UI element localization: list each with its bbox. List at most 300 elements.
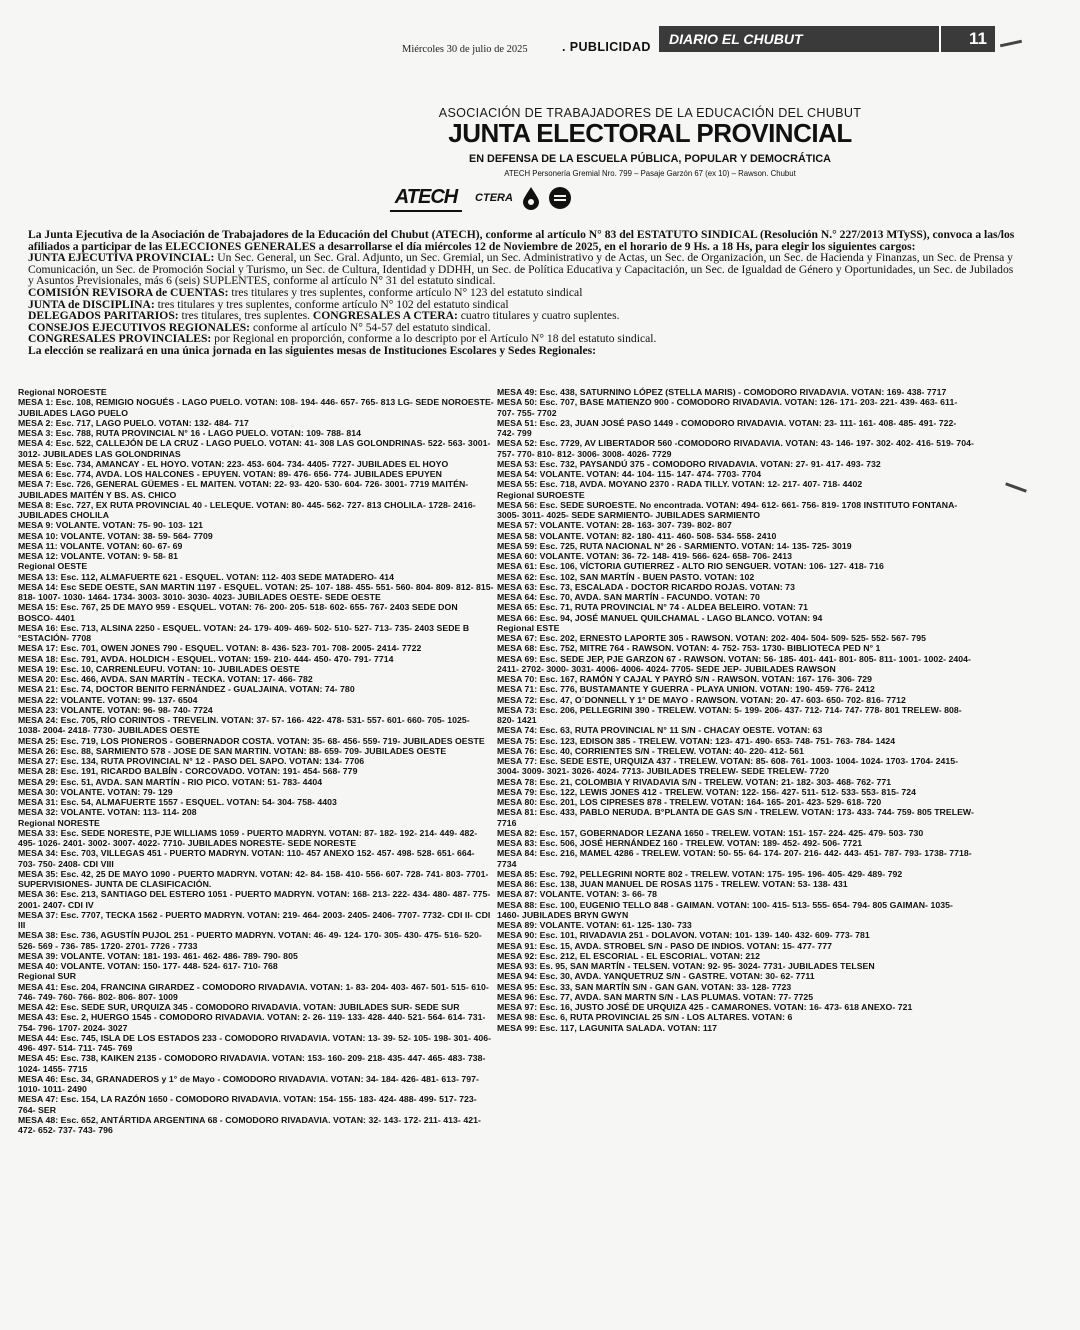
mesa-label: MESA 82: <box>497 827 538 838</box>
mesa-entry <box>18 1115 494 1136</box>
mesa-detail: Esc. 33, SAN MARTÍN S/N - GAN GAN. VOTAN: 33- 128- 7723 <box>537 981 792 992</box>
mesa-label: MESA 74: <box>497 725 538 736</box>
mesa-label: MESA 71: <box>497 684 538 695</box>
mesa-entry <box>497 469 975 479</box>
mesa-detail: Esc. 138, JUAN MANUEL DE ROSAS 1175 - TRELEW. VOTAN: 53- 138- 431 <box>537 879 848 889</box>
region-heading: Regional OESTE <box>18 561 88 572</box>
drop-logo-icon <box>520 186 542 210</box>
mesa-label: MESA 59: <box>497 540 538 551</box>
mesa-label: MESA 83: <box>497 838 538 848</box>
mesa-entry <box>497 941 975 951</box>
mesa-detail: Esc. 117, LAGUNITA SALADA. VOTAN: 117 <box>537 1022 718 1033</box>
mesa-entry <box>497 561 975 571</box>
mesa-detail: Esc. 718, AVDA. MOYANO 2370 - RADA TILLY. VOTAN: 12- 217- 407- 718- 4402 <box>537 479 863 490</box>
mesa-detail: Esc. 438, SATURNINO LÓPEZ (STELLA MARIS) - COMODORO RIVADAVIA. VOTAN: 169- 438- 7717 <box>537 387 947 397</box>
mesa-entry <box>18 848 494 869</box>
mesa-entry <box>497 828 975 838</box>
mesa-entry <box>497 520 975 530</box>
logo-row <box>390 186 910 214</box>
mesa-entry <box>18 961 494 971</box>
mesa-label: MESA 62: <box>497 571 538 582</box>
mesa-label: MESA 12: <box>18 551 59 561</box>
mesa-entry <box>497 848 975 869</box>
mesa-label: MESA 75: <box>497 735 538 746</box>
mesa-label: MESA 63: <box>497 581 538 592</box>
mesa-label: MESA 37: <box>18 909 59 920</box>
mesa-entry <box>18 766 494 776</box>
mesa-entry <box>497 500 975 521</box>
mesa-detail: VOLANTE. VOTAN: 113- 114- 208 <box>58 807 197 818</box>
mesa-label: MESA 66: <box>497 612 538 623</box>
mesa-label: MESA 24: <box>18 715 59 725</box>
mesa-detail: Esc. 71, RUTA PROVINCIAL N° 74 - ALDEA BELEIRO. VOTAN: 71 <box>537 602 809 613</box>
mesa-label: MESA 33: <box>18 827 59 838</box>
mesa-entry <box>18 1033 494 1054</box>
mesa-label: MESA 6: <box>18 469 54 479</box>
mesa-label: MESA 52: <box>497 438 538 449</box>
cp-text: por Regional en proporción, conforme a lo descripto por el Artículo N° 18 del estatuto sindical. <box>211 332 657 346</box>
mesa-entry <box>497 992 975 1002</box>
mesa-detail: Esc. 34, GRANADEROS y 1° de Mayo - COMODORO RIVADAVIA. VOTAN: 34- 184- 426- 481- 613- 797- 1010- 1011- 2490 <box>18 1073 479 1094</box>
mesa-entry <box>18 1053 494 1074</box>
mesa-detail: Esc. 732, PAYSANDÚ 375 - COMODORO RIVADAVIA. VOTAN: 27- 91- 417- 493- 732 <box>537 458 881 469</box>
mesas-left-column <box>18 387 494 1135</box>
mesa-detail: Esc. 2, HUERGO 1545 - COMODORO RIVADAVIA. VOTAN: 2- 26- 119- 133- 428- 440- 521- 564- 614- 731- 754- 796- 1707- 2024- 3027 <box>18 1012 486 1033</box>
mesa-label: MESA 44: <box>18 1032 59 1043</box>
mesa-entry <box>18 469 494 479</box>
mesa-detail: Esc. 776, BUSTAMANTE Y GUERRA - PLAYA UNION. VOTAN: 190- 459- 776- 2412 <box>537 684 875 695</box>
mesa-detail: VOLANTE. VOTAN: 3- 66- 78 <box>537 889 658 900</box>
je-label: JUNTA EJECUTIVA PROVINCIAL: <box>28 251 215 265</box>
mesa-detail: Esc. 94, JOSÉ MANUEL QUILCHAMAL - LAGO BLANCO. VOTAN: 94 <box>537 612 823 623</box>
mesa-label: MESA 81: <box>497 807 538 818</box>
mesa-label: MESA 26: <box>18 745 59 756</box>
mesa-entry <box>18 674 494 684</box>
mesa-detail: Esc. 73, ESCALADA - DOCTOR RICARDO ROJAS. VOTAN: 73 <box>537 581 795 592</box>
dp-label: DELEGADOS PARITARIOS: <box>28 309 179 323</box>
mesa-entry <box>18 684 494 694</box>
mesa-entry <box>18 520 494 530</box>
mesa-label: MESA 89: <box>497 920 538 930</box>
mesa-label: MESA 45: <box>18 1053 59 1064</box>
mesa-label: MESA 58: <box>497 530 538 541</box>
mesa-detail: Esc. 212, EL ESCORIAL - EL ESCORIAL. VOTAN: 212 <box>537 950 761 961</box>
mesa-entry <box>497 654 975 675</box>
mesa-detail: Esc. 54, ALMAFUERTE 1557 - ESQUEL. VOTAN: 54- 304- 758- 4403 <box>58 797 337 807</box>
mesa-detail: Esc. 727, EX RUTA PROVINCIAL 40 - LELEQUE. VOTAN: 80- 445- 562- 727- 813 CHOLILA- 1728- 2416- JUBILADES CHOLILA <box>18 499 476 520</box>
mesa-detail: VOLANTE. VOTAN: 9- 58- 81 <box>58 551 179 561</box>
mesa-label: MESA 5: <box>18 458 54 469</box>
mesa-detail: Esc. 752, MITRE 764 - RAWSON. VOTAN: 4- 752- 753- 1730- BIBLIOTECA PED N° 1 <box>537 643 881 654</box>
mesa-label: MESA 38: <box>18 930 59 941</box>
mesa-detail: Esc. 725, RUTA NACIONAL N° 26 - SARMIENTO. VOTAN: 14- 135- 725- 3019 <box>537 540 852 551</box>
mesa-detail: Esc. 204, FRANCINA GIRARDEZ - COMODORO RIVADAVIA. VOTAN: 1- 83- 204- 403- 467- 501- 515- 610- 746- 749- 760- 766- 802- 806- 807- 1009 <box>18 981 489 1002</box>
mesa-entry <box>497 725 975 735</box>
mesa-entry <box>18 541 494 551</box>
mesa-detail: Esc. 701, OWEN JONES 790 - ESQUEL. VOTAN: 8- 436- 523- 701- 708- 2005- 2414- 7722 <box>58 643 422 654</box>
mesa-label: MESA 77: <box>497 756 538 766</box>
mesa-label: MESA 69: <box>497 653 538 664</box>
mesa-entry <box>497 746 975 756</box>
mesa-detail: Esc. 157, GOBERNADOR LEZANA 1650 - TRELEW. VOTAN: 151- 157- 224- 425- 479- 503- 730 <box>537 827 924 838</box>
mesa-label: MESA 96: <box>497 991 538 1002</box>
mesa-label: MESA 31: <box>18 797 59 807</box>
mesa-detail: Esc. 101, RIVADAVIA 251 - DOLAVON. VOTAN: 101- 139- 140- 432- 609- 773- 781 <box>537 930 870 941</box>
mesa-label: MESA 4: <box>18 438 54 449</box>
mesa-detail: VOLANTE. VOTAN: 82- 180- 411- 460- 508- 534- 558- 2410 <box>537 530 777 541</box>
cer-label: CONSEJOS EJECUTIVOS REGIONALES: <box>28 320 251 334</box>
mesa-entry <box>497 633 975 643</box>
mesa-label: MESA 86: <box>497 879 538 889</box>
mesa-detail: Esc. 791, AVDA. HOLDICH - ESQUEL. VOTAN: 159- 210- 444- 450- 470- 791- 7714 <box>58 653 394 664</box>
mesa-detail: Esc. 100, EUGENIO TELLO 848 - GAIMAN. VOTAN: 100- 415- 513- 555- 654- 794- 805 GAIMAN- 1035- 1460- JUBILADES BRYN GWYN <box>497 899 954 920</box>
mesa-label: MESA 54: <box>497 469 538 479</box>
mesa-entry <box>497 674 975 684</box>
mesa-detail: Esc. 705, RÍO CORINTOS - TREVELIN. VOTAN: 37- 57- 166- 422- 478- 531- 557- 601- 660- 705- 1025- 1038- 2004- 2418- 7730- JUBILADES OESTE <box>18 715 470 736</box>
mesa-entry <box>18 643 494 653</box>
cc-label: CONGRESALES A CTERA: <box>312 309 458 323</box>
mesa-label: MESA 41: <box>18 981 59 992</box>
mesa-label: MESA 17: <box>18 643 59 654</box>
mesa-detail: VOLANTE. VOTAN: 79- 129 <box>58 786 173 797</box>
mesa-detail: Esc. 736, AGUSTÍN PUJOL 251 - PUERTO MADRYN. VOTAN: 46- 49- 124- 170- 305- 430- 475- 516- 520- 526- 569 - 736- 785- 1720- 2701- 7726 - 7733 <box>18 930 482 951</box>
cc-text: cuatro titulares y cuatro suplentes. <box>457 309 620 323</box>
mesa-detail: Esc. 112, ALMAFUERTE 621 - ESQUEL. VOTAN: 112- 403 SEDE MATADERO- 414 <box>58 571 394 582</box>
mesa-detail: Esc. 40, CORRIENTES S/N - TRELEW. VOTAN: 40- 220- 412- 561 <box>537 745 805 756</box>
dp-text: tres titulares, tres suplentes. <box>178 309 313 323</box>
mesa-detail: Esc. 74, DOCTOR BENITO FERNÁNDEZ - GUALJAINA. VOTAN: 74- 780 <box>58 684 355 695</box>
mesa-entry <box>18 459 494 469</box>
mesa-label: MESA 34: <box>18 848 59 859</box>
mesa-entry <box>497 838 975 848</box>
mesa-detail: Esc. 767, 25 DE MAYO 959 - ESQUEL. VOTAN: 76- 200- 205- 518- 602- 655- 767- 2403 SEDE DON BOSCO- 4401 <box>18 602 458 623</box>
mesa-label: MESA 87: <box>497 889 538 900</box>
mesa-label: MESA 73: <box>497 704 538 715</box>
crc-text: tres titulares y tres suplentes, conforme artículo N° 123 del estatuto sindical <box>228 285 583 299</box>
mesa-entry <box>18 654 494 664</box>
mesa-entry <box>497 971 975 981</box>
sindicato-logo-icon <box>548 186 572 210</box>
mesa-label: MESA 48: <box>18 1114 59 1125</box>
mesa-entry <box>497 787 975 797</box>
mesa-detail: Esc. 433, PABLO NERUDA. B°PLANTA DE GAS S/N - TRELEW. VOTAN: 173- 433- 744- 759- 805 TRELEW- 7716 <box>497 807 974 828</box>
mesa-label: MESA 32: <box>18 807 59 818</box>
mesa-entry <box>497 582 975 592</box>
mesa-detail: Esc. 703, VILLEGAS 451 - PUERTO MADRYN. VOTAN: 110- 457 ANEXO 152- 457- 498- 528- 651- 664- 703- 750- 2408- CDI VIII <box>18 848 475 869</box>
mesa-label: MESA 84: <box>497 848 538 859</box>
mesa-entry <box>18 828 494 849</box>
mesa-entry <box>18 623 494 644</box>
mesa-detail: Esc. 122, LEWIS JONES 412 - TRELEW. VOTAN: 122- 156- 427- 511- 512- 533- 553- 815- 724 <box>537 786 917 797</box>
mesa-detail: Esc. 154, LA RAZÓN 1650 - COMODORO RIVADAVIA. VOTAN: 154- 155- 183- 424- 488- 499- 517- 723- 764- SER <box>18 1094 477 1115</box>
mesa-entry <box>18 787 494 797</box>
mesa-label: MESA 2: <box>18 417 54 428</box>
mesa-entry <box>497 1002 975 1012</box>
mesa-label: MESA 40: <box>18 961 59 971</box>
mesa-detail: Esc. 134, RUTA PROVINCIAL N° 12 - PASO DEL SAPO. VOTAN: 134- 7706 <box>58 756 365 766</box>
atech-logo: ATECH <box>390 186 462 212</box>
mesa-entry <box>18 1012 494 1033</box>
mesa-detail: Esc. 466, AVDA. SAN MARTÍN - TECKA. VOTAN: 17- 466- 782 <box>58 674 313 684</box>
mesa-entry <box>18 982 494 1003</box>
mesa-detail: Esc. 51, AVDA. SAN MARTÍN - RIO PICO. VOTAN: 51- 783- 4404 <box>58 776 323 787</box>
convocation-text <box>28 229 1018 357</box>
mesa-entry <box>497 551 975 561</box>
mesa-entry <box>18 572 494 582</box>
mesa-detail: Esc. 745, ISLA DE LOS ESTADOS 233 - COMODORO RIVADAVIA. VOTAN: 13- 39- 52- 105- 198- 301- 406- 496- 497- 514- 711- 745- 769 <box>18 1032 492 1053</box>
mesa-entry <box>18 602 494 623</box>
mesa-detail: Esc. 738, KAIKEN 2135 - COMODORO RIVADAVIA. VOTAN: 153- 160- 209- 218- 435- 447- 465- 483- 738- 1024- 1455- 7715 <box>18 1053 486 1074</box>
mesa-entry <box>497 869 975 879</box>
jornada-line <box>28 345 1018 357</box>
mesa-detail: VOLANTE. VOTAN: 60- 67- 69 <box>57 540 183 551</box>
mesa-detail: VOLANTE. VOTAN: 36- 72- 148- 419- 566- 624- 658- 706- 2413 <box>537 551 792 561</box>
mesa-detail: Esc. 10, CARRENLEUFU. VOTAN: 10- JUBILADES OESTE <box>58 663 300 674</box>
region-heading: Regional NORESTE <box>18 817 100 828</box>
mesa-label: MESA 64: <box>497 592 538 602</box>
mesa-entry <box>18 418 494 428</box>
mesa-label: MESA 50: <box>497 397 538 408</box>
mesa-entry <box>497 982 975 992</box>
mesa-label: MESA 29: <box>18 776 59 787</box>
mesa-detail: Esc SEDE OESTE, SAN MARTIN 1197 - ESQUEL. VOTAN: 25- 107- 188- 455- 551- 560- 804- 809- 812- 815- 818- 1007- 1030- 1464- 1734- 3003- 3010- 3030- 4023- JUBILADES OESTE- SEDE OESTE <box>18 581 494 602</box>
mesa-entry <box>497 961 975 971</box>
mesa-entry <box>497 438 975 459</box>
mesa-entry <box>497 479 975 489</box>
mesa-detail: Esc. 191, RICARDO BALBÍN - CORCOVADO. VOTAN: 191- 454- 568- 779 <box>58 766 358 777</box>
mesa-label: MESA 47: <box>18 1094 59 1105</box>
page-number: 11 <box>939 26 995 52</box>
mesa-label: MESA 3: <box>18 428 54 438</box>
mesa-label: MESA 25: <box>18 735 59 746</box>
region-heading: Regional SUROESTE <box>497 489 585 500</box>
mesa-label: MESA 98: <box>497 1012 538 1023</box>
convocation-lead: La Junta Ejecutiva de la Asociación de Trabajadores de la Educación del Chubut (ATECH), conforme al artículo N° 83 del ESTATUTO SINDICAL (Resolución N.° 227/2013 MTySS), convoca a las/los afiliados a participar de las ELECCIONES GENERALES a desarrollarse el día miércoles 12 de Noviembre de 2025, en el horario de 9 Hs. a 18 Hs, para elegir los siguientes cargos: <box>28 228 1015 253</box>
mesa-label: MESA 9: <box>18 520 54 531</box>
mesa-label: MESA 91: <box>497 940 538 951</box>
mesa-detail: Esc. 106, VÍCTORIA GUTIERREZ - ALTO RIO SENGUER. VOTAN: 106- 127- 418- 716 <box>537 561 884 572</box>
mesa-label: MESA 16: <box>18 622 59 633</box>
mesa-label: MESA 95: <box>497 981 538 992</box>
mesa-detail: Esc. 88, SARMIENTO 578 - JOSE DE SAN MARTIN. VOTAN: 88- 659- 709- JUBILADES OESTE <box>58 745 447 756</box>
mesa-label: MESA 49: <box>497 387 538 397</box>
mesa-entry <box>18 1002 494 1012</box>
mesa-entry <box>497 684 975 694</box>
mesa-detail: Esc. 713, ALSINA 2250 - ESQUEL. VOTAN: 24- 179- 409- 469- 502- 510- 527- 713- 735- 2403 SEDE B °ESTACIÓN- 7708 <box>18 622 470 643</box>
mesa-detail: Esc. 213, SANTIAGO DEL ESTERO 1051 - PUERTO MADRYN. VOTAN: 168- 213- 222- 434- 480- 487- 775- 2001- 2407- CDI IV <box>18 889 491 910</box>
notice-masthead <box>290 92 1010 228</box>
mesa-entry <box>18 910 494 931</box>
mesa-label: MESA 35: <box>18 868 59 879</box>
mesa-label: MESA 93: <box>497 961 538 971</box>
mesa-detail: Esc. 7729, AV LIBERTADOR 560 -COMODORO RIVADAVIA. VOTAN: 43- 146- 197- 302- 402- 416- 519- 704- 757- 770- 810- 812- 3006- 3008- 4026- 7729 <box>497 438 974 459</box>
mesa-detail: VOLANTE. VOTAN: 61- 125- 130- 733 <box>537 920 692 930</box>
mesa-label: MESA 94: <box>497 971 538 982</box>
mesa-entry <box>497 736 975 746</box>
mesa-entry <box>18 551 494 561</box>
mesa-entry <box>497 418 975 439</box>
region-heading: Regional NOROESTE <box>18 387 107 397</box>
mesa-detail: Esc. SEDE SUROESTE. No encontrada. VOTAN: 494- 612- 661- 756- 819- 1708 INSTITUTO FONTANA- 3005- 3011- 4025- SEDE SARMIENTO- JUBILADES SARMIENTO <box>497 499 958 520</box>
mesa-detail: Esc. SEDE NORESTE, PJE WILLIAMS 1059 - PUERTO MADRYN. VOTAN: 87- 182- 192- 214- 449- 482- 495- 1026- 2401- 3002- 3007- 4022- 7710- JUBILADES NORESTE- SEDE NORESTE <box>18 827 478 848</box>
mesa-label: MESA 19: <box>18 663 59 674</box>
mesa-entry <box>18 500 494 521</box>
mesa-label: MESA 30: <box>18 786 59 797</box>
mesa-entry <box>497 807 975 828</box>
mesa-entry <box>497 613 975 623</box>
mesa-entry <box>18 869 494 890</box>
mesa-detail: Esc. SEDE ESTE, URQUIZA 437 - TRELEW. VOTAN: 85- 608- 761- 1003- 1004- 1024- 1703- 1704- 2415- 3004- 3009- 3021- 3026- 4024- 7713- JUBILADES TRELEW- SEDE TRELEW- 7720 <box>497 756 959 777</box>
mesa-label: MESA 97: <box>497 1002 538 1012</box>
crc-label: COMISIÓN REVISORA de CUENTAS: <box>28 285 229 299</box>
mesa-entry <box>497 920 975 930</box>
mesa-entry <box>497 900 975 921</box>
mesa-detail: VOLANTE. VOTAN: 75- 90- 103- 121 <box>53 520 203 531</box>
mesa-label: MESA 7: <box>18 479 54 490</box>
mesa-detail: Esc. 707, BASE MATIENZO 900 - COMODORO RIVADAVIA. VOTAN: 126- 171- 203- 221- 439- 463- 611- 707- 755- 7702 <box>497 397 958 418</box>
mesa-detail: Esc. 788, RUTA PROVINCIAL N° 16 - LAGO PUELO. VOTAN: 109- 788- 814 <box>53 428 362 438</box>
mesa-entry <box>497 756 975 777</box>
mesa-entry <box>18 428 494 438</box>
mesa-entry <box>497 572 975 582</box>
mesa-label: MESA 46: <box>18 1073 59 1084</box>
mesa-label: MESA 68: <box>497 643 538 654</box>
section-label: . PUBLICIDAD <box>562 40 651 54</box>
mesa-label: MESA 79: <box>497 786 538 797</box>
jd-label: JUNTA de DISCIPLINA: <box>28 297 155 311</box>
mesa-label: MESA 11: <box>18 540 58 551</box>
page-header <box>0 26 1080 60</box>
mesa-entry <box>497 695 975 705</box>
mesa-detail: Esc. 774, AVDA. LOS HALCONES - EPUYEN. VOTAN: 89- 476- 656- 774- JUBILADES EPUYEN <box>53 469 442 479</box>
mesa-entry <box>18 807 494 817</box>
mesa-entry <box>497 1023 975 1033</box>
mesa-label: MESA 85: <box>497 868 538 879</box>
mesa-detail: Esc. 77, AVDA. SAN MARTN S/N - LAS PLUMAS. VOTAN: 77- 7725 <box>537 991 814 1002</box>
union-address: ATECH Personería Gremial Nro. 799 – Pasaje Garzón 67 (ex 10) – Rawson. Chubut <box>504 169 796 178</box>
mesa-detail: Esc. 15, AVDA. STROBEL S/N - PASO DE INDIOS. VOTAN: 15- 477- 777 <box>537 940 832 951</box>
scan-mark <box>1005 482 1027 492</box>
mesa-entry <box>497 602 975 612</box>
notice-slogan: EN DEFENSA DE LA ESCUELA PÚBLICA, POPULAR Y DEMOCRÁTICA <box>469 153 831 165</box>
mesa-entry <box>497 541 975 551</box>
convocation-paragraph <box>28 229 1018 252</box>
mesa-entry <box>497 930 975 940</box>
mesa-entry <box>497 1012 975 1022</box>
mesa-label: MESA 10: <box>18 530 59 541</box>
junta-ejecutiva-line <box>28 252 1018 287</box>
mesa-label: MESA 39: <box>18 950 59 961</box>
mesa-entry <box>18 715 494 736</box>
region-heading: Regional SUR <box>18 971 77 982</box>
mesa-detail: VOLANTE. VOTAN: 28- 163- 307- 739- 802- 807 <box>537 520 732 531</box>
mesa-entry <box>497 797 975 807</box>
mesa-entry <box>497 879 975 889</box>
mesa-detail: Esc. 7707, TECKA 1562 - PUERTO MADRYN. VOTAN: 219- 464- 2003- 2405- 2406- 7707- 7732- CDI II- CDI III <box>18 909 491 930</box>
mesa-label: MESA 20: <box>18 674 59 684</box>
mesa-entry <box>18 1074 494 1095</box>
mesa-detail: Esc. 6, RUTA PROVINCIAL 25 S/N - LOS ALTARES. VOTAN: 6 <box>537 1012 793 1023</box>
mesa-label: MESA 70: <box>497 674 538 684</box>
mesa-label: MESA 8: <box>18 499 54 510</box>
mesa-label: MESA 92: <box>497 950 538 961</box>
mesa-detail: Esc. 206, PELLEGRINI 390 - TRELEW. VOTAN: 5- 199- 206- 437- 712- 714- 747- 778- 801 TRELEW- 808- 820- 1421 <box>497 704 962 725</box>
mesas-right-column <box>497 387 975 1033</box>
mesa-detail: VOLANTE. VOTAN: 44- 104- 115- 147- 474- 7703- 7704 <box>537 469 762 479</box>
mesa-detail: Esc. 506, JOSÉ HERNÁNDEZ 160 - TRELEW. VOTAN: 189- 452- 492- 506- 7721 <box>537 838 863 848</box>
cp-label: CONGRESALES PROVINCIALES: <box>28 332 212 346</box>
mesa-detail: Esc. 726, GENERAL GÜEMES - EL MAITEN. VOTAN: 22- 93- 420- 530- 604- 726- 3001- 7719 MAITÉN- JUBILADES MAITÉN Y BS. AS. CHICO <box>18 479 469 500</box>
mesa-detail: Esc. SEDE SUR, URQUIZA 345 - COMODORO RIVADAVIA. VOTAN: JUBILADES SUR- SEDE SUR <box>58 1002 460 1012</box>
mesa-entry <box>497 592 975 602</box>
mesa-label: MESA 36: <box>18 889 59 900</box>
mesa-entry <box>18 797 494 807</box>
mesa-entry <box>18 756 494 766</box>
mesa-detail: Esc. 70, AVDA. SAN MARTÍN - FACUNDO. VOTAN: 70 <box>537 592 760 602</box>
mesa-entry <box>18 777 494 787</box>
mesa-detail: VOLANTE. VOTAN: 150- 177- 448- 524- 617- 710- 768 <box>58 961 278 971</box>
mesa-detail: Esc. 21, COLOMBIA Y RIVADAVIA S/N - TRELEW. VOTAN: 21- 182- 303- 468- 762- 771 <box>537 776 892 787</box>
mesa-label: MESA 90: <box>497 930 538 941</box>
mesa-entry <box>18 397 494 418</box>
mesa-entry <box>18 930 494 951</box>
mesa-label: MESA 23: <box>18 704 59 715</box>
mesa-entry <box>497 705 975 726</box>
mesa-detail: Esc. 719, LOS PIONEROS - GOBERNADOR COSTA. VOTAN: 35- 68- 456- 559- 719- JUBILADES OESTE <box>58 735 485 746</box>
mesa-entry <box>18 746 494 756</box>
mesa-entry <box>18 736 494 746</box>
mesa-label: MESA 80: <box>497 797 538 807</box>
mesa-detail: Es. 95, SAN MARTÍN - TELSEN. VOTAN: 92- 95- 3024- 7731- JUBILADES TELSEN <box>537 961 875 971</box>
mesa-label: MESA 56: <box>497 499 538 510</box>
mesa-label: MESA 65: <box>497 602 538 613</box>
mesa-label: MESA 99: <box>497 1022 538 1033</box>
mesa-label: MESA 13: <box>18 571 59 582</box>
mesa-label: MESA 60: <box>497 551 538 561</box>
mesa-label: MESA 14: <box>18 581 59 592</box>
mesa-entry <box>497 777 975 787</box>
mesa-label: MESA 78: <box>497 776 538 787</box>
mesa-detail: Esc. 652, ANTÁRTIDA ARGENTINA 68 - COMODORO RIVADAVIA. VOTAN: 32- 143- 172- 211- 413- 421- 472- 652- 737- 743- 796 <box>18 1114 481 1135</box>
mesa-entry <box>18 582 494 603</box>
mesa-label: MESA 67: <box>497 633 538 643</box>
mesa-label: MESA 55: <box>497 479 538 490</box>
mesa-detail: Esc. 23, JUAN JOSÉ PASO 1449 - COMODORO RIVADAVIA. VOTAN: 23- 111- 161- 408- 485- 491- 722- 742- 799 <box>497 417 957 438</box>
mesa-entry <box>18 695 494 705</box>
publication-date: Miércoles 30 de julio de 2025 <box>402 44 528 55</box>
mesa-label: MESA 88: <box>497 899 538 910</box>
mesa-label: MESA 53: <box>497 458 538 469</box>
mesa-detail: VOLANTE. VOTAN: 181- 193- 461- 462- 486- 789- 790- 805 <box>58 950 298 961</box>
mesa-detail: Esc. 108, REMIGIO NOGUÉS - LAGO PUELO. VOTAN: 108- 194- 446- 657- 765- 813 LG- SEDE NOROESTE- JUBILADES LAGO PUELO <box>18 397 494 418</box>
mesa-detail: Esc. 202, ERNESTO LAPORTE 305 - RAWSON. VOTAN: 202- 404- 504- 509- 525- 552- 567- 795 <box>537 633 926 643</box>
mesa-label: MESA 21: <box>18 684 59 695</box>
cer-text: conforme al artículo N° 54-57 del estatuto sindical. <box>250 320 491 334</box>
mesa-entry <box>497 951 975 961</box>
newspaper-name: DIARIO EL CHUBUT <box>659 26 939 52</box>
mesa-label: MESA 28: <box>18 766 59 777</box>
mesa-detail: Esc. 123, EDISON 385 - TRELEW. VOTAN: 123- 471- 490- 653- 748- 751- 763- 784- 1424 <box>537 735 896 746</box>
mesa-entry <box>18 705 494 715</box>
mesa-detail: VOLANTE. VOTAN: 96- 98- 740- 7724 <box>58 704 213 715</box>
mesa-detail: Esc. 792, PELLEGRINI NORTE 802 - TRELEW. VOTAN: 175- 195- 196- 405- 429- 489- 792 <box>537 868 903 879</box>
mesa-label: MESA 61: <box>497 561 538 572</box>
mesa-detail: Esc. 102, SAN MARTÍN - BUEN PASTO. VOTAN: 102 <box>537 571 755 582</box>
mesa-label: MESA 18: <box>18 653 59 664</box>
mesa-entry <box>18 479 494 500</box>
mesa-entry <box>18 531 494 541</box>
mesa-detail: Esc. 30, AVDA. YANQUETRUZ S/N - GASTRE. VOTAN: 30- 62- 7711 <box>537 971 815 982</box>
